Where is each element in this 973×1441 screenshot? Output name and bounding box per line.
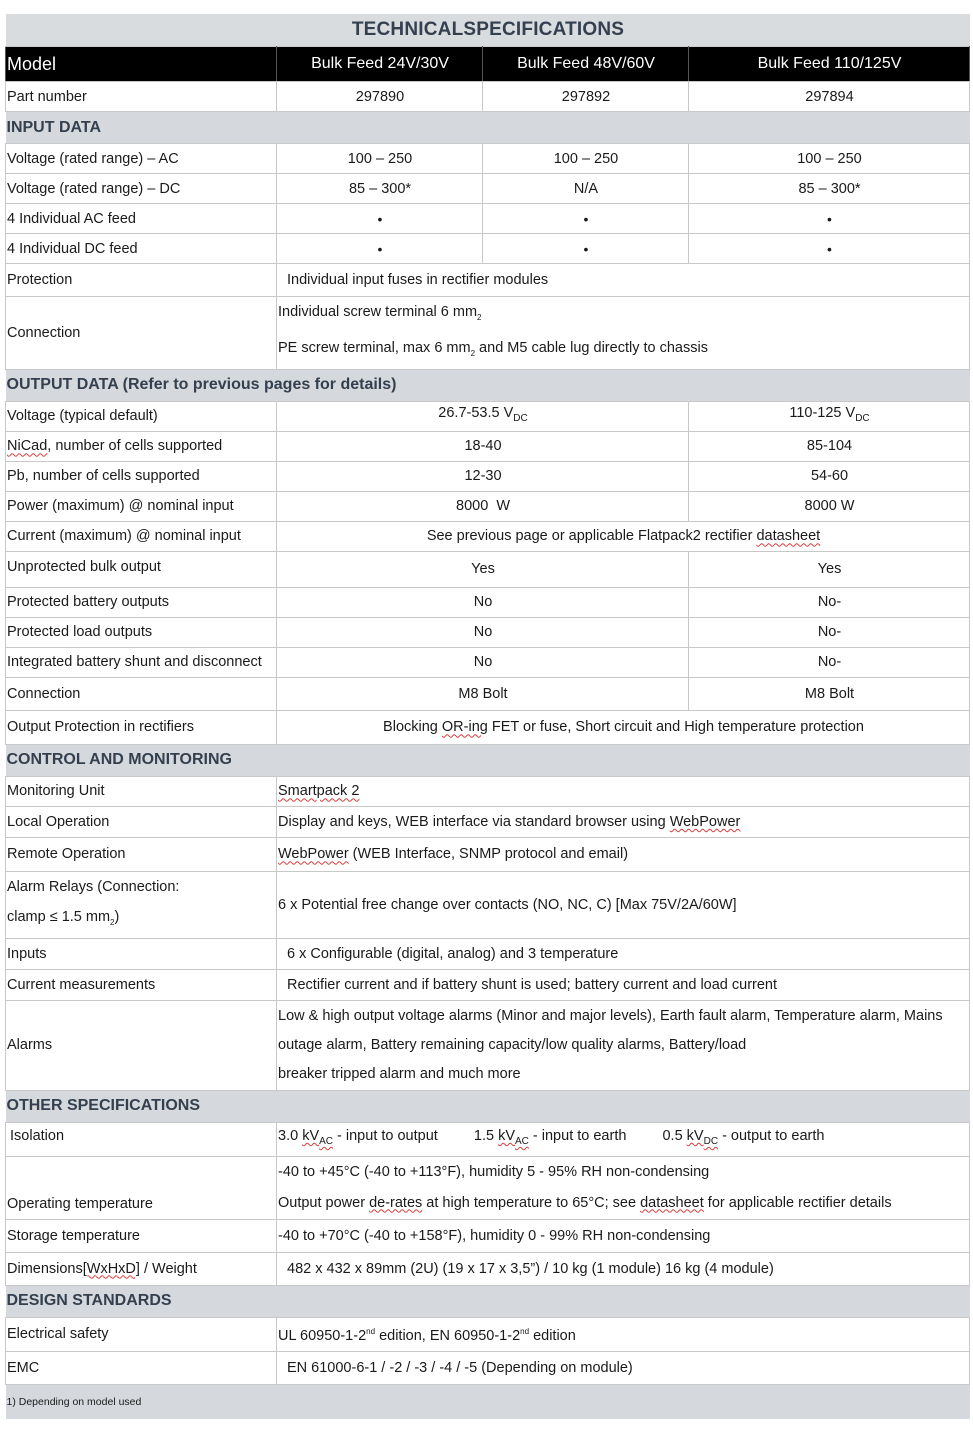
table-row [6, 1156, 970, 1219]
row-label: 4 Individual DC feed [6, 234, 277, 264]
cell-value: N/A [483, 174, 689, 204]
row-label: Protected battery outputs [6, 587, 277, 617]
alarms-line-2: outage alarm, Battery remaining capacity/low quality alarms, Battery/load [278, 1036, 747, 1053]
cell-value: 54-60 [689, 461, 970, 491]
table-row [6, 234, 970, 264]
cell-value: 8000 W [277, 491, 689, 521]
cell-value: 12-30 [277, 461, 689, 491]
table-row [6, 1122, 970, 1156]
row-label: Monitoring Unit [6, 776, 277, 806]
row-label: Connection [6, 677, 277, 710]
table-row [6, 871, 970, 938]
section-title: CONTROL AND MONITORING [6, 744, 970, 776]
row-label: Part number [6, 82, 277, 112]
row-label: 4 Individual AC feed [6, 204, 277, 234]
cell-value: 6 x Configurable (digital, analog) and 3 temperature [277, 938, 970, 969]
row-label: Current measurements [6, 969, 277, 1000]
cell-value: 482 x 432 x 89mm (2U) (19 x 17 x 3,5”) / 10 kg (1 module) 16 kg (4 module) [277, 1252, 970, 1285]
table-row [6, 521, 970, 551]
cell-value: M8 Bolt [689, 677, 970, 710]
row-label: Alarm Relays (Connection: clamp ≤ 1.5 $mm_2$) [6, 871, 277, 938]
alarms-line-1: Low & high output voltage alarms (Minor and major levels), Earth fault alarm, Temperature alarm, Mains [278, 1007, 943, 1024]
cell-value: No [277, 587, 689, 617]
model-header-row [6, 47, 970, 82]
table-row [6, 204, 970, 234]
row-label: Protection [6, 264, 277, 297]
cell-value: EN 61000-6-1 / -2 / -3 / -4 / -5 (Depending on module) [277, 1351, 970, 1384]
section-title: DESIGN STANDARDS [6, 1285, 970, 1317]
cell-value: Rectifier current and if battery shunt is used; battery current and load current [277, 969, 970, 1000]
cell-value: No- [689, 647, 970, 677]
section-header-input [6, 112, 970, 144]
cell-value: No [277, 617, 689, 647]
footnote: 1) Depending on model used [6, 1384, 970, 1419]
row-label: Electrical safety [6, 1317, 277, 1351]
table-row [6, 617, 970, 647]
cell-value: Yes [689, 551, 970, 587]
table-row [6, 1351, 970, 1384]
spec-table [5, 14, 970, 1419]
cell-value: 85-104 [689, 431, 970, 461]
section-header-output [6, 369, 970, 401]
row-label: Voltage (rated range) – DC [6, 174, 277, 204]
connection-line-1: Individual screw terminal 6 $mm_2$ [278, 304, 482, 322]
cell-value: 8000 W [689, 491, 970, 521]
row-label: Inputs [6, 938, 277, 969]
row-label: Remote Operation [6, 837, 277, 871]
section-title: OUTPUT DATA (Refer to previous pages for details) [6, 369, 970, 401]
bullet-mark: • [689, 204, 970, 234]
table-row [6, 806, 970, 837]
cell-value [277, 1122, 970, 1156]
cell-value: No [277, 647, 689, 677]
table-row [6, 1317, 970, 1351]
row-label: Power (maximum) @ nominal input [6, 491, 277, 521]
table-row [6, 297, 970, 370]
model-48v: Bulk Feed 48V/60V [483, 47, 689, 82]
row-label: NiCad, number of cells supported [6, 431, 277, 461]
table-row [6, 776, 970, 806]
table-row [6, 677, 970, 710]
bullet-mark: • [277, 234, 483, 264]
cell-value: 297892 [483, 82, 689, 112]
operating-line-1: -40 to +45°C (-40 to +113°F), humidity 5 - 95% RH non-condensing [278, 1163, 710, 1180]
section-header-other [6, 1090, 970, 1122]
table-row [6, 1000, 970, 1090]
table-row [6, 461, 970, 491]
model-24v: Bulk Feed 24V/30V [277, 47, 483, 82]
row-label: Output Protection in rectifiers [6, 710, 277, 744]
row-label: Local Operation [6, 806, 277, 837]
cell-value: Blocking OR-ing FET or fuse, Short circuit and High temperature protection [277, 710, 970, 744]
cell-value: 26.7-53.5 $V_{DC}$ [277, 401, 689, 431]
bullet-mark: • [483, 204, 689, 234]
isolation-input-earth: 1.5 $kV_{AC}$ - input to earth [473, 1128, 627, 1148]
table-row [6, 969, 970, 1000]
row-label: Unprotected bulk output [6, 551, 277, 587]
row-label: Protected load outputs [6, 617, 277, 647]
cell-value: 297890 [277, 82, 483, 112]
row-label: Operating temperature [6, 1156, 277, 1219]
section-header-control [6, 744, 970, 776]
cell-value: 85 – 300* [689, 174, 970, 204]
table-row [6, 1252, 970, 1285]
connection-line-2: PE screw terminal, max 6 $mm_2$ and M5 cable lug directly to chassis [278, 339, 708, 358]
cell-value: See previous page or applicable Flatpack2 rectifier datasheet [277, 521, 970, 551]
cell-value: Display and keys, WEB interface via standard browser using WebPower [277, 806, 970, 837]
table-row [6, 938, 970, 969]
row-label: Connection [6, 297, 277, 370]
cell-value: 100 – 250 [689, 144, 970, 174]
spec-sheet [5, 14, 969, 1419]
cell-value: Smartpack 2 [277, 776, 970, 806]
footnote-row [6, 1384, 970, 1419]
table-row [6, 431, 970, 461]
row-label: Alarms [6, 1000, 277, 1090]
row-label: Integrated battery shunt and disconnect [6, 647, 277, 677]
cell-value: 100 – 250 [277, 144, 483, 174]
cell-value: M8 Bolt [277, 677, 689, 710]
cell-value: -40 to +70°C (-40 to +158°F), humidity 0 - 99% RH non-condensing [277, 1219, 970, 1252]
row-label: Voltage (typical default) [6, 401, 277, 431]
table-row [6, 710, 970, 744]
bullet-mark: • [689, 234, 970, 264]
isolation-output-earth: 0.5 $kV_{DC}$ - output to earth [662, 1128, 825, 1148]
cell-value [277, 297, 970, 370]
table-row [6, 587, 970, 617]
table-row [6, 647, 970, 677]
section-title: INPUT DATA [6, 112, 970, 144]
cell-value: Yes [277, 551, 689, 587]
cell-value: 297894 [689, 82, 970, 112]
model-110v: Bulk Feed 110/125V [689, 47, 970, 82]
table-row [6, 82, 970, 112]
cell-value: Individual input fuses in rectifier modules [277, 264, 970, 297]
cell-value: 100 – 250 [483, 144, 689, 174]
row-label: Dimensions[WxHxD] / Weight [6, 1252, 277, 1285]
table-row [6, 837, 970, 871]
table-row [6, 174, 970, 204]
cell-value: 85 – 300* [277, 174, 483, 204]
alarms-line-3: breaker tripped alarm and much more [278, 1065, 521, 1082]
cell-value: No- [689, 587, 970, 617]
row-label: Storage temperature [6, 1219, 277, 1252]
section-title: OTHER SPECIFICATIONS [6, 1090, 970, 1122]
section-header-standards [6, 1285, 970, 1317]
model-label: Model [6, 47, 277, 82]
row-label: Current (maximum) @ nominal input [6, 521, 277, 551]
row-label: Voltage (rated range) – AC [6, 144, 277, 174]
row-label: Isolation [6, 1122, 277, 1156]
table-row [6, 551, 970, 587]
cell-value: 18-40 [277, 431, 689, 461]
operating-line-2: Output power de-rates at high temperature to 65°C; see datasheet for applicable rectifier details [278, 1194, 892, 1211]
bullet-mark: • [277, 204, 483, 234]
title-row [6, 14, 970, 47]
table-row [6, 401, 970, 431]
bullet-mark: • [483, 234, 689, 264]
table-row [6, 144, 970, 174]
cell-value: UL 60950-1-2nd edition, EN 60950-1-2nd edition [277, 1317, 970, 1351]
cell-value [277, 1000, 970, 1090]
table-row [6, 1219, 970, 1252]
row-label: EMC [6, 1351, 277, 1384]
table-row [6, 491, 970, 521]
cell-value: 6 x Potential free change over contacts (NO, NC, C) [Max 75V/2A/60W] [277, 871, 970, 938]
table-row [6, 264, 970, 297]
row-label: Pb, number of cells supported [6, 461, 277, 491]
cell-value: 110-125 $V_{DC}$ [689, 401, 970, 431]
isolation-input-output: 3.0 $kV_{AC}$ - input to output [278, 1128, 438, 1148]
cell-value: No- [689, 617, 970, 647]
cell-value: WebPower (WEB Interface, SNMP protocol and email) [277, 837, 970, 871]
cell-value [277, 1156, 970, 1219]
page-title: TECHNICALSPECIFICATIONS [6, 14, 970, 47]
